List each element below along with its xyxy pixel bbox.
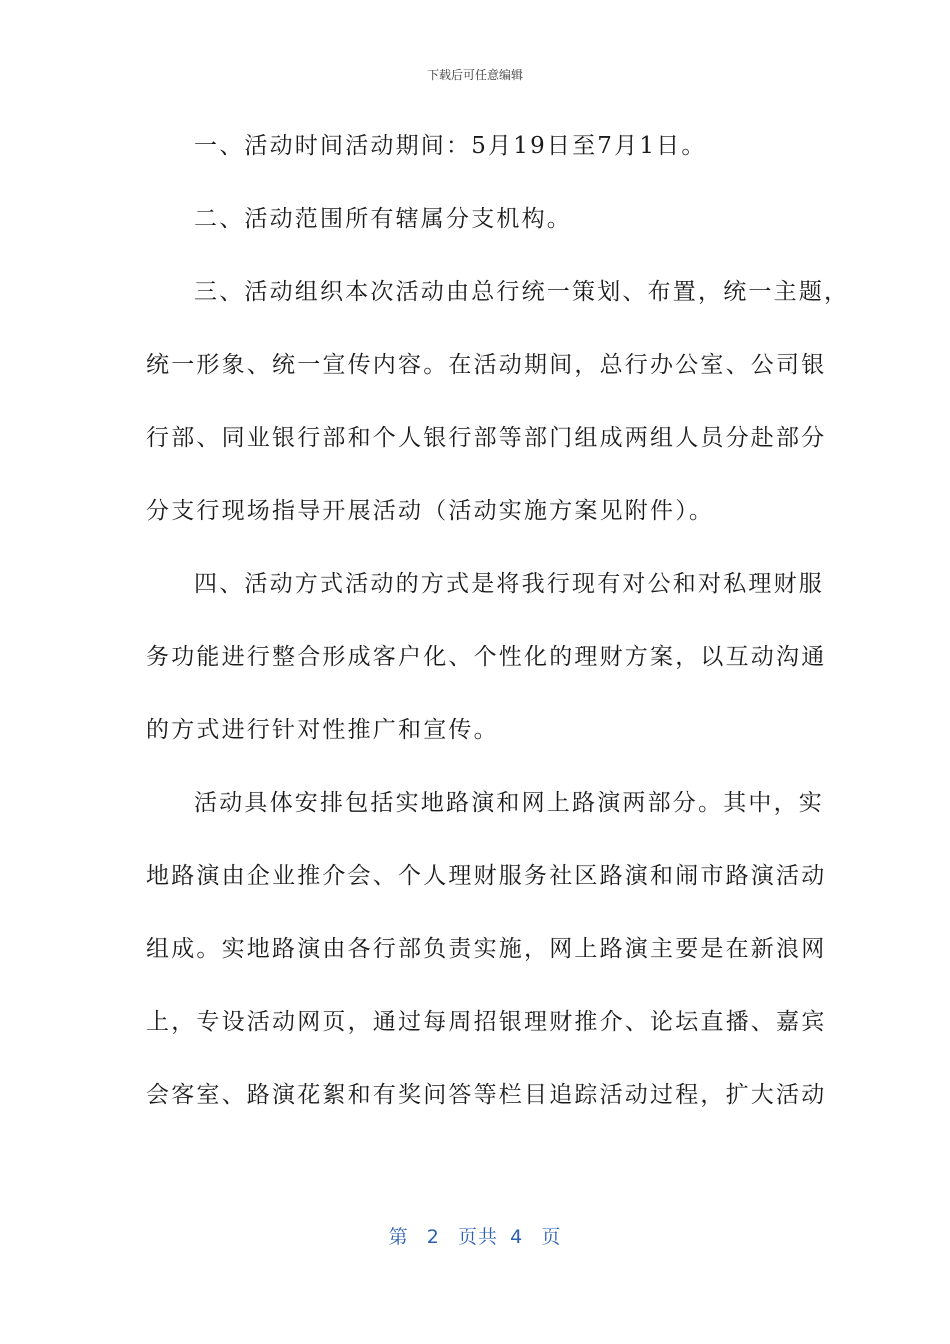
paragraph-line: 四、活动方式活动的方式是将我行现有对公和对私理财服: [194, 571, 824, 597]
paragraph-line: 一、活动时间活动期间：5月19日至7月1日。: [194, 133, 707, 159]
total-pages-number: 4: [510, 1226, 524, 1248]
footer-label-ye: 页: [541, 1226, 562, 1248]
paragraph-line: 地路演由企业推介会、个人理财服务社区路演和闹市路演活动: [146, 863, 827, 889]
footer-label-di: 第: [388, 1226, 409, 1248]
paragraph-line: 行部、同业银行部和个人银行部等部门组成两组人员分赴部分: [146, 425, 827, 451]
page-header-note: 下载后可任意编辑: [426, 68, 523, 82]
paragraph-line: 会客室、路演花絮和有奖问答等栏目追踪活动过程，扩大活动: [146, 1082, 827, 1108]
current-page-number: 2: [426, 1226, 440, 1248]
paragraph-line: 务功能进行整合形成客户化、个性化的理财方案，以互动沟通: [146, 644, 827, 670]
paragraph-line: 二、活动范围所有辖属分支机构。: [194, 206, 572, 232]
paragraph-line: 组成。实地路演由各行部负责实施，网上路演主要是在新浪网: [146, 936, 827, 962]
footer-label-ye-gong: 页共: [458, 1226, 499, 1248]
paragraph-line: 的方式进行针对性推广和宣传。: [146, 717, 499, 743]
page-footer: [0, 1222, 950, 1249]
paragraph-line: 统一形象、统一宣传内容。在活动期间，总行办公室、公司银: [146, 352, 827, 378]
paragraph-line: 上，专设活动网页，通过每周招银理财推介、论坛直播、嘉宾: [146, 1009, 827, 1035]
paragraph-line: 三、活动组织本次活动由总行统一策划、布置，统一主题，: [194, 279, 850, 305]
paragraph-line: 分支行现场指导开展活动（活动实施方案见附件）。: [146, 498, 715, 524]
document-body: [146, 118, 850, 1140]
paragraph-line: 活动具体安排包括实地路演和网上路演两部分。其中，实: [194, 790, 824, 816]
